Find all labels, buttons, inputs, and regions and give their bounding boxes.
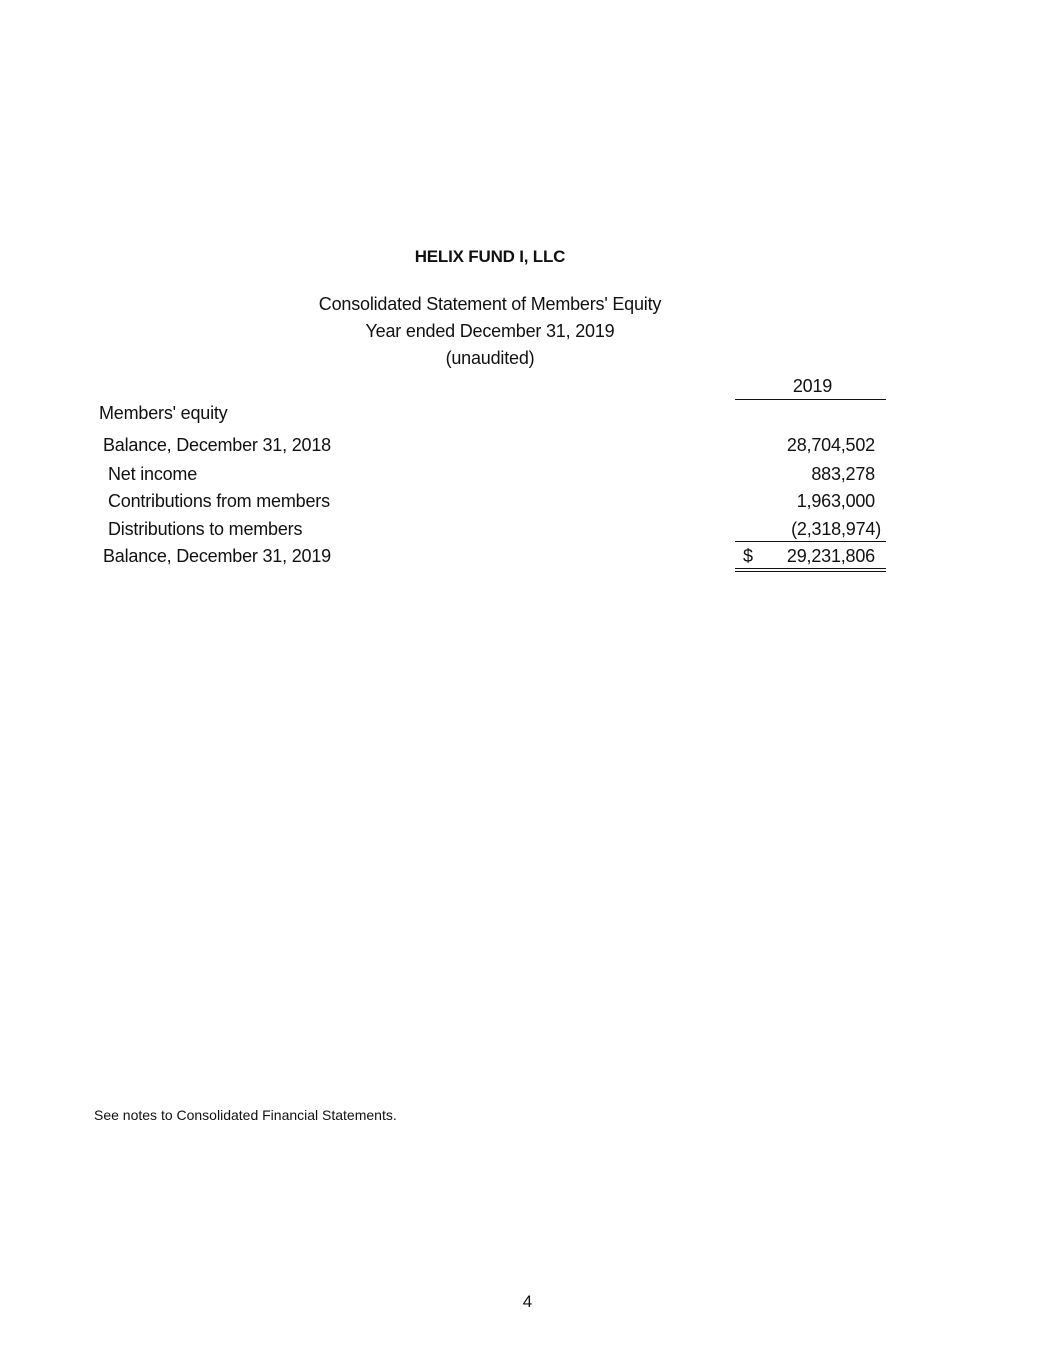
statement-period: Year ended December 31, 2019 xyxy=(365,321,615,341)
footnote: See notes to Consolidated Financial Statements. xyxy=(94,1107,397,1123)
row-label-closing-balance: Balance, December 31, 2019 xyxy=(103,546,331,566)
company-name: HELIX FUND I, LLC xyxy=(414,247,566,266)
statement-title: Consolidated Statement of Members' Equity xyxy=(318,294,662,314)
row-label-contributions: Contributions from members xyxy=(108,491,330,511)
row-label-opening-balance: Balance, December 31, 2018 xyxy=(103,435,331,455)
closing-balance-amount: 29,231,806 xyxy=(786,546,875,566)
row-label-net-income: Net income xyxy=(108,464,198,484)
section-label-members-equity: Members' equity xyxy=(99,403,228,423)
row-value-contributions: 1,963,000 xyxy=(796,491,875,511)
row-value-closing-balance xyxy=(735,546,886,572)
row-value-net-income: 883,278 xyxy=(811,464,875,484)
audit-status: (unaudited) xyxy=(445,348,535,368)
page-number: 4 xyxy=(522,1292,533,1311)
currency-symbol: $ xyxy=(743,546,753,566)
row-label-distributions: Distributions to members xyxy=(108,519,303,539)
column-header-2019 xyxy=(735,376,886,400)
row-value-distributions xyxy=(735,519,886,542)
row-value-opening-balance: 28,704,502 xyxy=(786,435,875,455)
column-header-label: 2019 xyxy=(792,376,833,396)
distributions-amount: (2,318,974) xyxy=(791,519,881,539)
